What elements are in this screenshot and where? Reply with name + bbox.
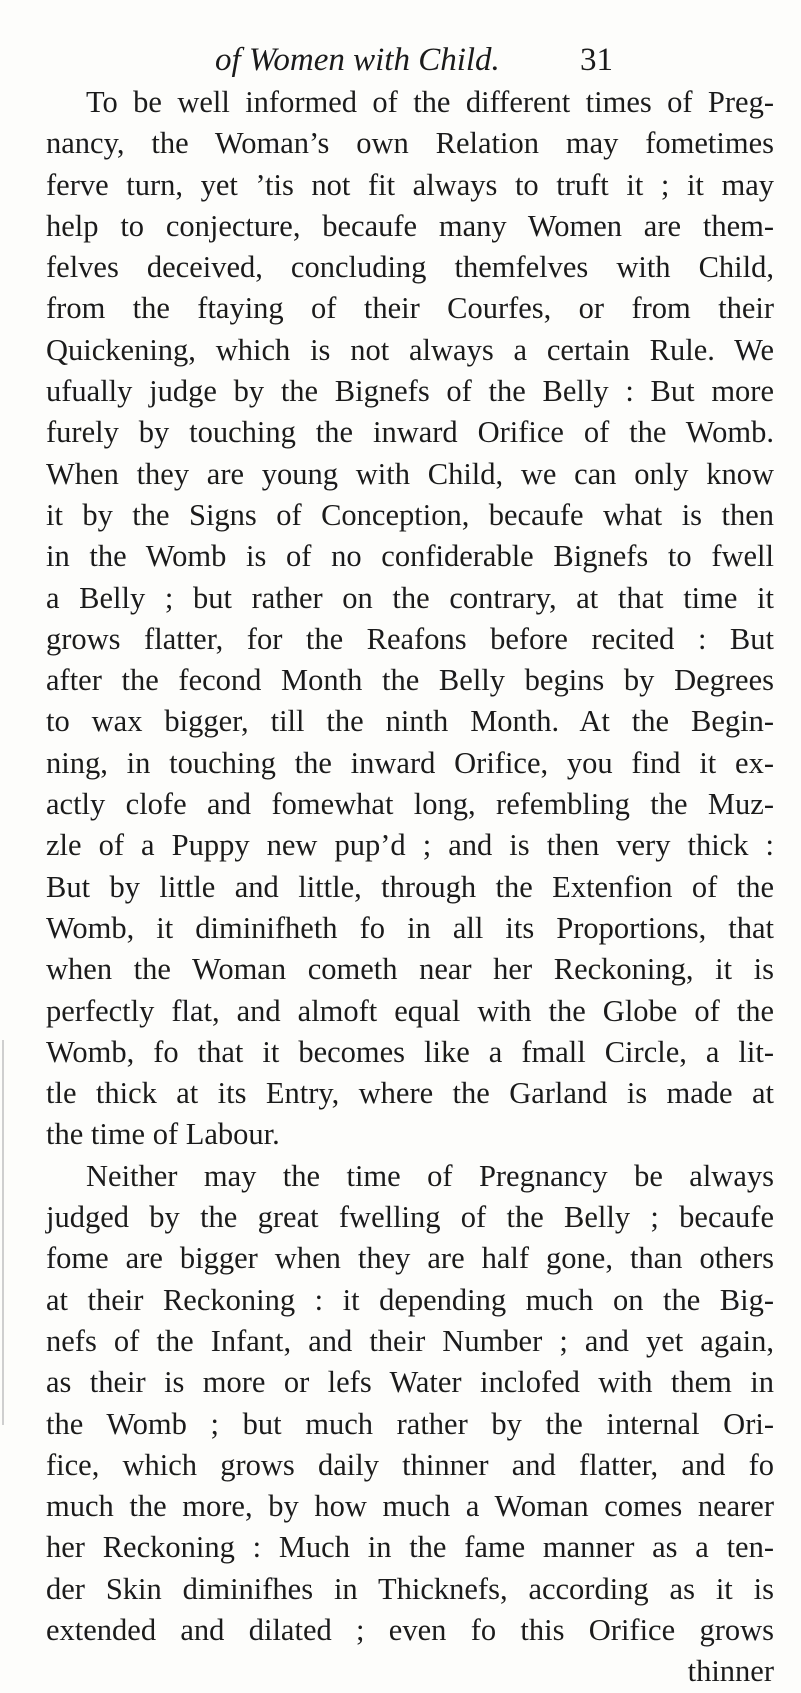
text-line: fome are bigger when they are half gone, than others bbox=[46, 1241, 774, 1276]
text-line: nancy, the Woman’s own Relation may fometimes bbox=[46, 126, 774, 161]
text-line: Neither may the time of Pregnancy be always bbox=[86, 1158, 774, 1193]
paragraph-end-line: the time of Labour. bbox=[46, 1117, 280, 1152]
page-edge-divider bbox=[2, 1040, 4, 1425]
body-text bbox=[46, 82, 774, 1693]
text-line: actly clofe and fomewhat long, refembling the Muz- bbox=[46, 787, 774, 822]
text-line: help to conjecture, becaufe many Women are them- bbox=[46, 208, 774, 243]
text-line: when the Woman cometh near her Reckoning, it is bbox=[46, 952, 774, 987]
text-line: To be well informed of the different times of Preg- bbox=[86, 85, 774, 119]
text-line: der Skin diminifhes in Thicknefs, according as it is bbox=[46, 1571, 774, 1606]
text-line: grows flatter, for the Reafons before recited : But bbox=[46, 621, 774, 656]
text-line: But by little and little, through the Extenfion of the bbox=[46, 869, 774, 904]
text-line: Quickening, which is not always a certain Rule. We bbox=[46, 332, 774, 367]
text-line: ufually judge by the Bignefs of the Belly : But more bbox=[46, 374, 774, 409]
text-line: as their is more or lefs Water inclofed with them in bbox=[46, 1365, 774, 1400]
text-line: the Womb ; but much rather by the internal Ori- bbox=[46, 1406, 774, 1441]
running-header bbox=[215, 40, 635, 80]
text-line: perfectly flat, and almoft equal with the Globe of the bbox=[46, 993, 774, 1028]
text-line: Womb, fo that it becomes like a fmall Circle, a lit- bbox=[46, 1034, 774, 1069]
page-number: 31 bbox=[580, 42, 613, 78]
text-line: judged by the great fwelling of the Belly ; becaufe bbox=[46, 1200, 774, 1235]
text-line: zle of a Puppy new pup’d ; and is then very thick : bbox=[46, 828, 774, 863]
text-line: ferve turn, yet ’tis not fit always to truft it ; it may bbox=[46, 167, 774, 202]
text-line: ning, in touching the inward Orifice, you find it ex- bbox=[46, 745, 774, 780]
text-line: When they are young with Child, we can only know bbox=[46, 456, 774, 491]
text-line: her Reckoning : Much in the fame manner as a ten- bbox=[46, 1530, 774, 1565]
text-line: nefs of the Infant, and their Number ; and yet again, bbox=[46, 1323, 774, 1358]
text-line: in the Womb is of no confiderable Bignefs to fwell bbox=[46, 539, 774, 574]
text-line: a Belly ; but rather on the contrary, at that time it bbox=[46, 580, 774, 615]
running-title: of Women with Child. bbox=[215, 42, 500, 78]
text-line: furely by touching the inward Orifice of the Womb. bbox=[46, 415, 774, 450]
text-line: at their Reckoning : it depending much on the Big- bbox=[46, 1282, 774, 1317]
text-line: it by the Signs of Conception, becaufe what is then bbox=[46, 497, 774, 532]
text-line: after the fecond Month the Belly begins by Degrees bbox=[46, 663, 774, 698]
text-line: fice, which grows daily thinner and flatter, and fo bbox=[46, 1447, 774, 1482]
text-line: much the more, by how much a Woman comes nearer bbox=[46, 1489, 774, 1524]
text-line: to wax bigger, till the ninth Month. At the Begin- bbox=[46, 704, 774, 739]
text-line: Womb, it diminifheth fo in all its Proportions, that bbox=[46, 910, 774, 945]
text-line: from the ftaying of their Courfes, or from their bbox=[46, 291, 774, 326]
text-line: tle thick at its Entry, where the Garland is made at bbox=[46, 1076, 774, 1111]
text-line: extended and dilated ; even fo this Orifice grows bbox=[46, 1612, 774, 1647]
catchword: thinner bbox=[687, 1654, 774, 1689]
text-line: felves deceived, concluding themfelves with Child, bbox=[46, 250, 774, 285]
